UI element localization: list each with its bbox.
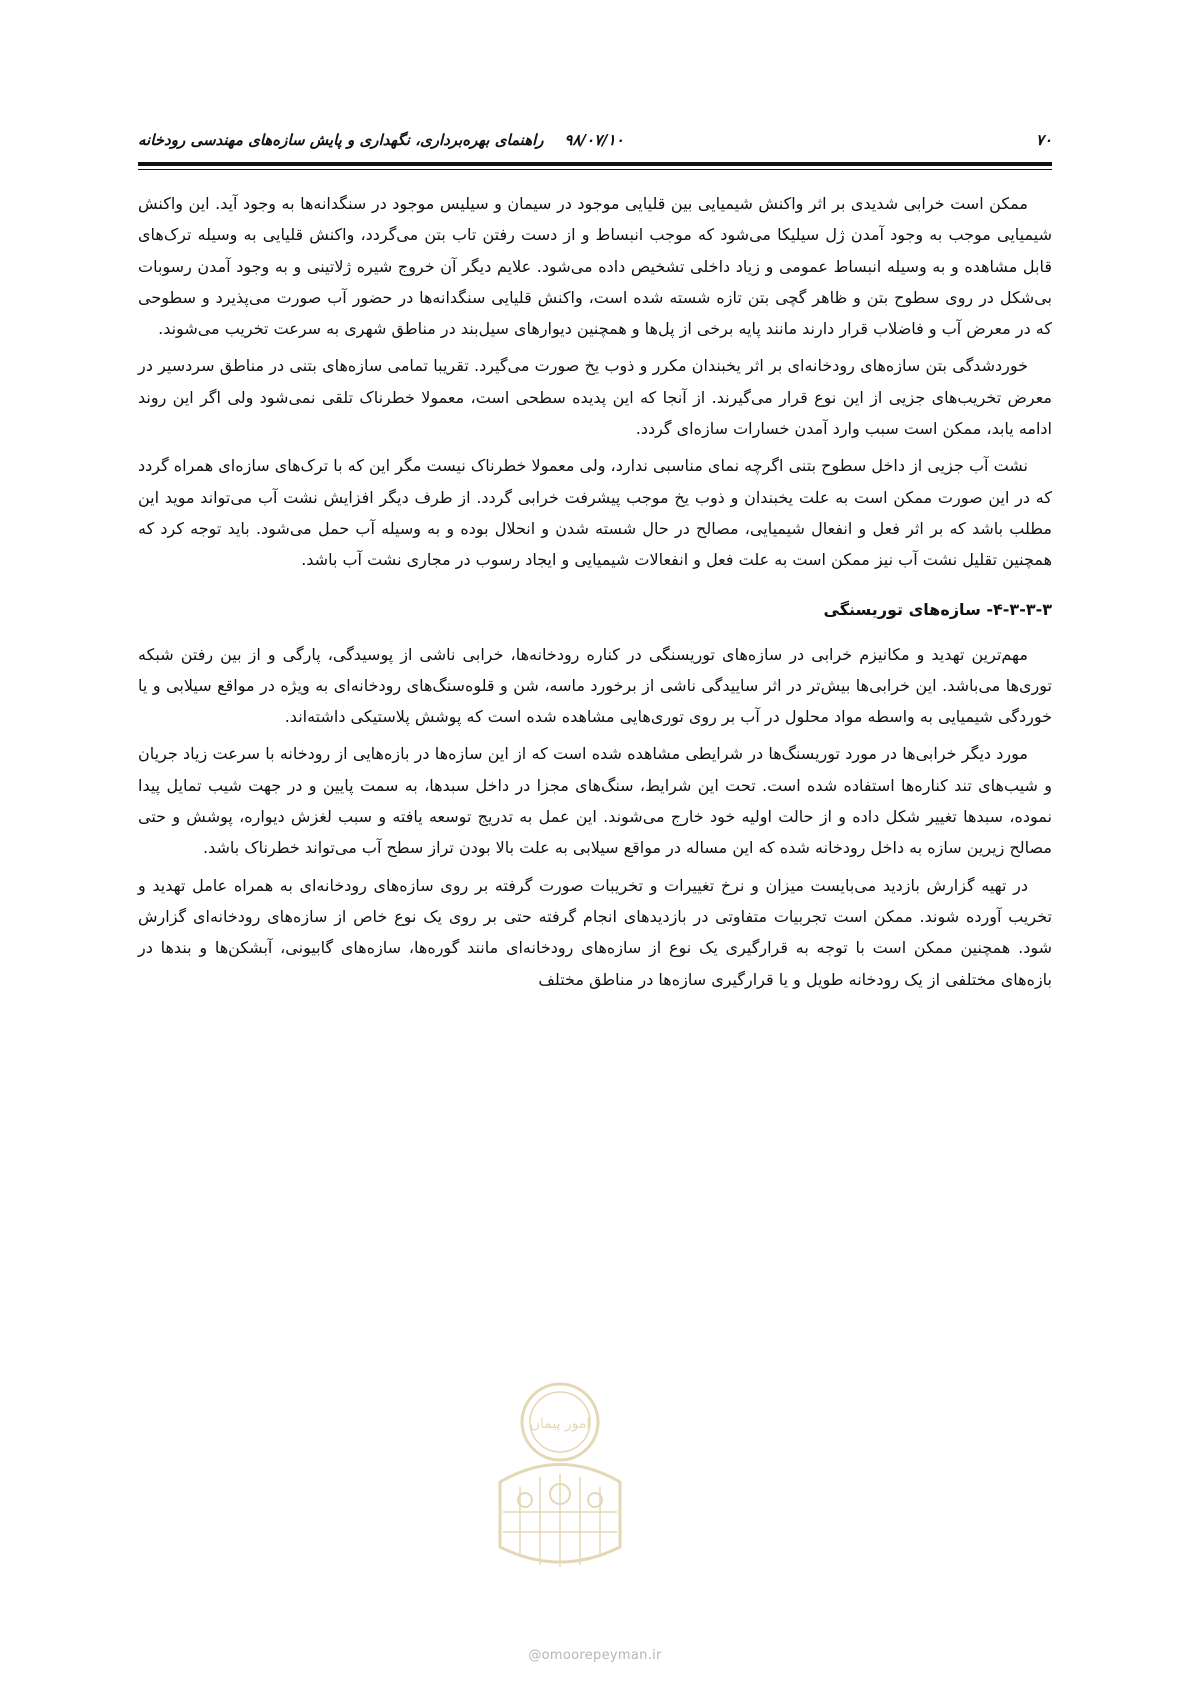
paragraph: مهم‌ترین تهدید و مکانیزم خرابی در سازه‌های توریسنگی در کناره رودخانه‌ها، خرابی ناشی از پوسیدگی، پارگی و از بین رفتن شبکه توری‌ها می‌باشد. این خرابی‌ها بیش‌تر در اثر ساییدگی ناشی از برخورد ماسه، شن و قلوه‌سنگ‌های رودخانه‌ای به ویژه در مواقع سیلابی و یا خوردگی شیمیایی به واسطه مواد محلول در آب بر روی توری‌هایی مشاهده شده است که پوشش پلاستیکی داشته‌اند.: [138, 644, 1052, 727]
header-title: راهنمای بهره‌برداری، نگهداری و پایش سازه‌های مهندسی رودخانه: [138, 131, 544, 149]
section-heading: ۴-۳-۳-۳- سازه‌های توریسنگی: [823, 599, 1052, 619]
header-divider-thin: [138, 169, 1052, 170]
running-title: [138, 131, 624, 149]
paragraph: مورد دیگر خرابی‌ها در مورد توریسنگ‌ها در شرایطی مشاهده شده است که از این سازه‌ها در بازه‌هایی از رودخانه با سرعت زیاد جریان و شیب‌های تند کناره‌ها استفاده شده است. تحت این شرایط، سنگ‌های مجزا در داخل سبدها، به سمت پایین و در جهت شیب تمایل پیدا نموده، سبدها تغییر شکل داده و از حالت اولیه خود خارج می‌شوند. این عمل به تدریج توسعه یافته و سبب لغزش دیواره، پوشش و حتی مصالح زیرین سازه به داخل رودخانه شده که این مساله در مواقع سیلابی به علت بالا بودن تراز سطح آب می‌تواند خطرناک باشد.: [138, 744, 1052, 858]
header-date: ۹۸/۰۷/۱۰: [564, 131, 624, 149]
emblem-text: امور پیمان: [529, 1416, 591, 1432]
header-divider: [138, 162, 1052, 166]
watermark-emblem: [475, 1362, 645, 1582]
document-body: [138, 188, 1052, 1001]
paragraph: ممکن است خرابی شدیدی بر اثر واکنش شیمیایی بین قلیایی موجود در سیمان و سیلیس موجود در سنگدانه‌ها به وجود آید. این واکنش شیمیایی موجب به وجود آمدن ژل سیلیکا می‌شود که موجب انبساط و از دست رفتن تاب بتن می‌گردد، واکنش قلیایی به وسیله ترک‌های قابل مشاهده و به وسیله انبساط عمومی و زیاد داخلی تشخیص داده می‌شود. علایم دیگر آن خروج شیره ژلاتینی و به وجود آمدن رسوبات بی‌شکل در روی سطوح بتن و ظاهر گچی بتن تازه شسته شده است، واکنش قلیایی سنگدانه‌ها در حضور آب صورت می‌پذیرد و سطوحی که در معرض آب و فاضلاب قرار دارند مانند پایه برخی از پل‌ها و همچنین دیوارهای سیل‌بند در مناطق شهری به سرعت تخریب می‌شوند.: [138, 194, 1052, 339]
page-number: ۷۰: [1035, 131, 1052, 149]
paragraph: در تهیه گزارش بازدید می‌بایست میزان و نرخ تغییرات و تخریبات صورت گرفته بر روی سازه‌های رودخانه‌ای به همراه عامل تهدید و تخریب آورده شوند. ممکن است تجربیات متفاوتی در بازدیدهای انجام گرفته حتی بر روی یک نوع خاص از سازه‌های رودخانه‌ای گزارش شود. همچنین ممکن است با توجه به قرارگیری یک نوع از سازه‌های رودخانه‌ای مانند گوره‌ها، سازه‌های گابیونی، آبشکن‌ها و بندها در بازه‌های مختلفی از یک رودخانه طویل و یا قرارگیری سازه‌ها در مناطق مختلف: [138, 875, 1052, 989]
paragraph: خوردشدگی بتن سازه‌های رودخانه‌ای بر اثر یخبندان مکرر و ذوب یخ صورت می‌گیرد. تقریبا تمامی سازه‌های بتنی در مناطق سردسیر در معرض تخریب‌های جزیی از این نوع قرار می‌گیرند. از آنجا که این پدیده سطحی است، معمولا خطرناک تلقی نمی‌شود ولی اگر این روند ادامه یابد، ممکن است سبب وارد آمدن خسارات سازه‌ای گردد.: [138, 356, 1052, 439]
paragraph: نشت آب جزیی از داخل سطوح بتنی اگرچه نمای مناسبی ندارد، ولی معمولا خطرناک نیست مگر این که با ترک‌های سازه‌ای همراه گردد که در این صورت ممکن است به علت یخبندان و ذوب یخ موجب پیشرفت خرابی گردد. از طرف دیگر افزایش نشت آب می‌تواند موید این مطلب باشد که بر اثر فعل و انفعال شیمیایی، مصالح در حال شسته شدن و انحلال بوده و به وسیله آب حمل می‌شود. باید توجه کرد که همچنین تقلیل نشت آب نیز ممکن است به علت فعل و انفعالات شیمیایی و ایجاد رسوب در مجاری نشت آب باشد.: [138, 456, 1052, 570]
page-header: [138, 120, 1052, 160]
watermark-url: @omoorepeyman.ir: [528, 1648, 662, 1663]
emblem-icon: [475, 1362, 645, 1582]
